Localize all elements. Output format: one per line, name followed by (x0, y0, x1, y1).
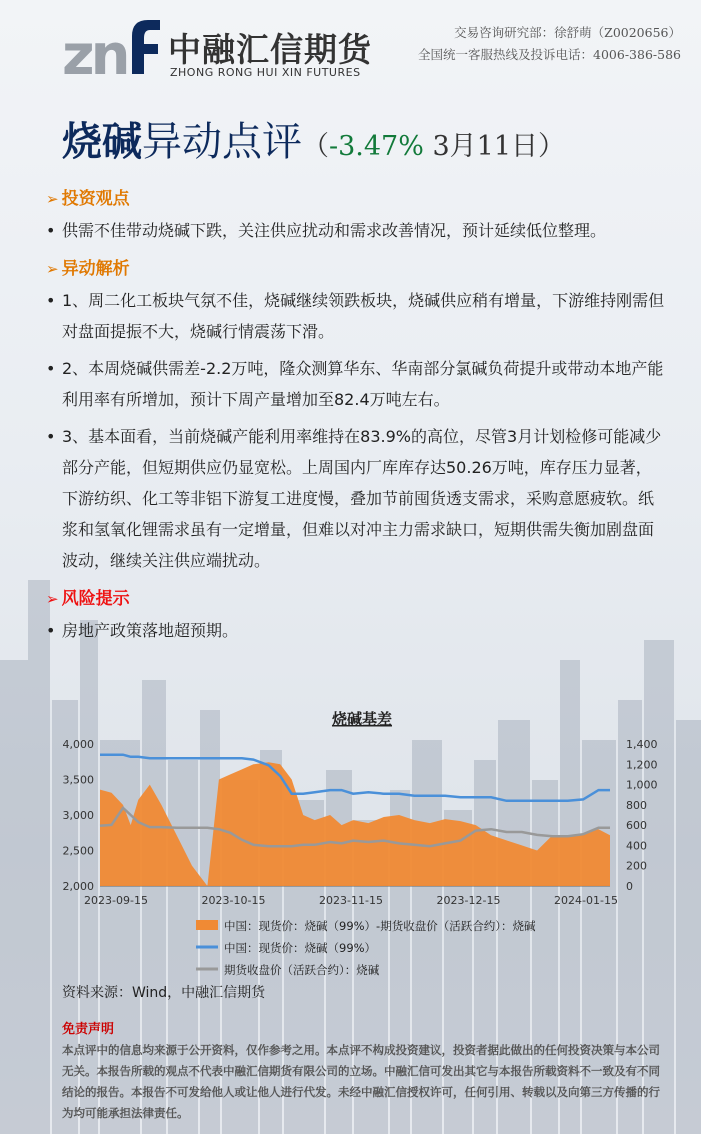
section-analysis-heading: ➢ 异动解析 (46, 259, 130, 279)
arrow-icon: ➢ (46, 260, 59, 278)
disclaimer-title: 免责声明 (62, 1022, 115, 1037)
report-body (46, 176, 666, 652)
x-tick-label: 2023-12-15 (436, 894, 501, 907)
view-bullet: • 供需不佳带动烧碱下跌，关注供应扰动和需求改善情况，预计延续低位整理。 (46, 215, 666, 246)
legend-label: 期货收盘价（活跃合约）：烧碱 (224, 963, 380, 977)
page-title (62, 110, 565, 167)
y-right-tick-label: 600 (626, 819, 647, 833)
title-product: 烧碱 (62, 118, 142, 165)
y-right-tick-label: 0 (626, 880, 633, 893)
title-change: -3.47% (329, 131, 424, 162)
analysis-bullet: • 1、周二化工板块气氛不佳，烧碱继续领跌板块，烧碱供应稍有增量，下游维持刚需但对盘面提振不大，烧碱行情震荡下滑。 (46, 285, 666, 347)
y-right-tick-label: 200 (626, 859, 647, 873)
x-tick-label: 2024-01-15 (554, 894, 618, 907)
y-right-tick-label: 1,000 (626, 778, 658, 792)
company-logo (62, 12, 162, 82)
x-tick-label: 2023-11-15 (319, 894, 383, 907)
arrow-icon: ➢ (46, 590, 59, 608)
series-area-basis (100, 762, 610, 886)
title-paren: （ (302, 131, 329, 162)
title-subtitle: 异动点评 (142, 119, 302, 165)
basis-chart-svg (50, 706, 680, 1006)
analyst-line: 交易咨询研究部：徐舒萌（Z0020656） (454, 25, 681, 40)
disclaimer-text: 本点评中的信息均来源于公开资料，仅作参考之用。本点评不构成投资建议，投资者据此做出的任何投资决策与本公司无关。本报告所载的观点不代表中融汇信期货有限公司的立场。中融汇信可发出其它与本报告所载资料不一致及有不同结论的报告。本报告不可发给他人或让他人进行代发。未经中融汇信授权许可，任何引用、转载以及向第三方传播的行为均可能承担法律责任。 (62, 1043, 660, 1120)
x-tick-label: 2023-09-15 (84, 894, 148, 907)
arrow-icon: ➢ (46, 190, 59, 208)
legend-label: 中国：现货价：烧碱（99%） (224, 941, 377, 955)
analysis-bullet: • 3、基本面看，当前烧碱产能利用率维持在83.9%的高位，尽管3月计划检修可能减少部分产能，但短期供应仍显宽松。上周国内厂库库存达50.26万吨，库存压力显著，下游纺织、化工等非铝下游复工进度慢，叠加节前囤货透支需求，采购意愿疲软。纸浆和氢氧化锂需求虽有一定增量，但难以对冲主力需求缺口，短期供需失衡加剧盘面波动，继续关注供应端扰动。 (46, 421, 666, 576)
analysis-bullet: • 2、本周烧碱供需差-2.2万吨，隆众测算华东、华南部分氯碱负荷提升或带动本地产能利用率有所增加，预计下周产量增加至82.4万吨左右。 (46, 353, 666, 415)
y-right-tick-label: 1,400 (626, 738, 658, 751)
hotline-line: 全国统一客服热线及投诉电话：4006-386-586 (418, 47, 681, 62)
y-right-tick-label: 800 (626, 798, 647, 812)
y-left-tick-label: 3,500 (62, 773, 94, 787)
page-header (0, 0, 701, 100)
y-left-tick-label: 3,000 (62, 809, 94, 822)
section-view-heading: ➢ 投资观点 (46, 189, 130, 209)
legend-label: 中国：现货价：烧碱（99%）-期货收盘价（活跃合约）：烧碱 (224, 919, 536, 933)
chart-title: 烧碱基差 (331, 710, 393, 728)
title-date: 3月11日） (423, 131, 566, 162)
logo-english-name: ZHONG RONG HUI XIN FUTURES (170, 66, 361, 79)
y-left-tick-label: 2,500 (62, 844, 94, 858)
basis-chart (50, 706, 680, 1006)
contact-info (418, 22, 681, 66)
legend-swatch (196, 920, 218, 930)
y-left-tick-label: 2,000 (62, 880, 94, 893)
y-left-tick-label: 4,000 (62, 738, 94, 751)
section-risk-heading: ➢ 风险提示 (46, 589, 130, 609)
y-right-tick-label: 400 (626, 839, 647, 853)
risk-bullet: • 房地产政策落地超预期。 (46, 615, 666, 646)
x-tick-label: 2023-10-15 (201, 894, 266, 907)
svg-text:zn: zn (62, 23, 127, 82)
logo-chinese-name: 中融汇信期货 (168, 30, 372, 69)
data-source: 资料来源：Wind，中融汇信期货 (62, 985, 266, 1001)
series-line-spot (100, 755, 610, 801)
y-right-tick-label: 1,200 (626, 758, 658, 772)
